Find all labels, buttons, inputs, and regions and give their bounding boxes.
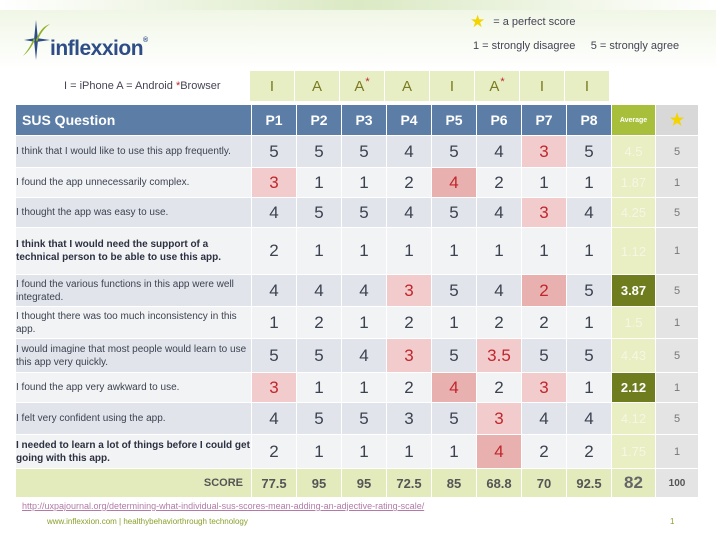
participant-header-p4: P4 <box>387 105 431 135</box>
response-cell-p4: 2 <box>387 168 431 197</box>
device-cell-p5: I <box>430 71 474 101</box>
response-cell-p5: 1 <box>432 228 476 274</box>
top-gradient-strip <box>0 0 716 10</box>
response-cell-p2: 5 <box>297 403 341 434</box>
question-column-header: SUS Question <box>16 105 251 135</box>
response-cell-p7: 2 <box>522 307 566 338</box>
perfect-score-total-cell: 100 <box>656 469 698 497</box>
score-cell-p2: 95 <box>297 469 341 497</box>
average-cell: 1.12 <box>612 228 655 274</box>
score-cell-p6: 68.8 <box>477 469 521 497</box>
perfect-score-cell: 1 <box>656 307 698 338</box>
device-cell-p6: A * <box>475 71 519 101</box>
device-cell-p7: I <box>520 71 564 101</box>
scale-legend: 1 = strongly disagree 5 = strongly agree <box>473 40 680 52</box>
response-cell-p1: 3 <box>252 168 296 197</box>
table-row <box>16 373 698 402</box>
score-cell-p1: 77.5 <box>252 469 296 497</box>
table-row <box>16 403 698 434</box>
response-cell-p3: 5 <box>342 136 386 167</box>
response-cell-p4: 4 <box>387 136 431 167</box>
score-cell-p8: 92.5 <box>567 469 611 497</box>
score-cell-p7: 70 <box>522 469 566 497</box>
average-column-header: Average <box>612 105 655 135</box>
page-number: 1 <box>670 517 675 526</box>
response-cell-p2: 4 <box>297 275 341 306</box>
score-row <box>16 469 698 497</box>
perfect-score-cell: 5 <box>656 198 698 227</box>
response-cell-p5: 4 <box>432 168 476 197</box>
response-cell-p3: 1 <box>342 168 386 197</box>
device-cell-p2: A <box>295 71 339 101</box>
response-cell-p1: 4 <box>252 198 296 227</box>
response-cell-p6: 4 <box>477 136 521 167</box>
sus-question-text: I thought the app was easy to use. <box>16 198 251 227</box>
device-cell-p3: A * <box>340 71 384 101</box>
response-cell-p8: 5 <box>567 339 611 372</box>
score-label: SCORE <box>16 469 251 497</box>
average-cell: 4.5 <box>612 136 655 167</box>
sus-question-text: I felt very confident using the app. <box>16 403 251 434</box>
sus-question-text: I think that I would like to use this app frequently. <box>16 136 251 167</box>
table-row <box>16 228 698 274</box>
response-cell-p1: 2 <box>252 228 296 274</box>
response-cell-p7: 2 <box>522 275 566 306</box>
response-cell-p5: 5 <box>432 339 476 372</box>
response-cell-p5: 1 <box>432 307 476 338</box>
perfect-score-star-icon: ★ <box>656 105 698 135</box>
response-cell-p4: 3 <box>387 403 431 434</box>
table-row <box>16 168 698 197</box>
response-cell-p2: 5 <box>297 136 341 167</box>
device-cell-p1: I <box>250 71 294 101</box>
score-cell-p5: 85 <box>432 469 476 497</box>
response-cell-p7: 3 <box>522 136 566 167</box>
average-cell: 1.87 <box>612 168 655 197</box>
response-cell-p7: 3 <box>522 373 566 402</box>
sus-question-text: I needed to learn a lot of things before I could get going with this app. <box>16 435 251 468</box>
average-cell: 4.43 <box>612 339 655 372</box>
response-cell-p1: 1 <box>252 307 296 338</box>
sus-question-text: I found the various functions in this app were well integrated. <box>16 275 251 306</box>
response-cell-p2: 1 <box>297 373 341 402</box>
device-cell-p8: I <box>565 71 609 101</box>
response-cell-p6: 2 <box>477 373 521 402</box>
perfect-score-cell: 1 <box>656 373 698 402</box>
sus-results-table <box>15 104 699 498</box>
table-row <box>16 339 698 372</box>
response-cell-p7: 1 <box>522 228 566 274</box>
response-cell-p4: 1 <box>387 435 431 468</box>
device-legend: I = iPhone A = Android *Browser <box>64 80 221 92</box>
participant-header-p7: P7 <box>522 105 566 135</box>
response-cell-p4: 3 <box>387 275 431 306</box>
response-cell-p2: 1 <box>297 168 341 197</box>
response-cell-p3: 1 <box>342 435 386 468</box>
perfect-score-cell: 5 <box>656 136 698 167</box>
response-cell-p4: 3 <box>387 339 431 372</box>
response-cell-p5: 5 <box>432 198 476 227</box>
response-cell-p8: 4 <box>567 198 611 227</box>
response-cell-p3: 4 <box>342 275 386 306</box>
brand-name: inflexxion® <box>50 37 148 60</box>
average-cell: 1.75 <box>612 435 655 468</box>
perfect-score-legend <box>470 13 576 30</box>
source-link[interactable]: http://uxpajournal.org/determining-what-individual-sus-scores-mean-adding-an-adjective-rating-scale/ <box>22 501 425 511</box>
footer-text: www.inflexxion.com | healthybehaviorthrough technology <box>47 517 248 526</box>
average-cell: 4.12 <box>612 403 655 434</box>
sus-question-text: I thought there was too much inconsistency in this app. <box>16 307 251 338</box>
response-cell-p1: 4 <box>252 403 296 434</box>
average-cell: 3.87 <box>612 275 655 306</box>
perfect-score-text: = a perfect score <box>493 15 576 28</box>
average-cell: 4.25 <box>612 198 655 227</box>
response-cell-p8: 2 <box>567 435 611 468</box>
logo-mark-icon <box>22 18 52 62</box>
response-cell-p6: 1 <box>477 228 521 274</box>
response-cell-p4: 2 <box>387 307 431 338</box>
response-cell-p4: 1 <box>387 228 431 274</box>
response-cell-p2: 1 <box>297 228 341 274</box>
response-cell-p7: 5 <box>522 339 566 372</box>
response-cell-p3: 4 <box>342 339 386 372</box>
response-cell-p8: 1 <box>567 228 611 274</box>
sus-question-text: I would imagine that most people would learn to use this app very quickly. <box>16 339 251 372</box>
table-row <box>16 136 698 167</box>
device-type-row <box>250 71 610 101</box>
response-cell-p4: 4 <box>387 198 431 227</box>
response-cell-p8: 1 <box>567 307 611 338</box>
sus-question-text: I found the app very awkward to use. <box>16 373 251 402</box>
perfect-score-cell: 1 <box>656 168 698 197</box>
perfect-score-cell: 1 <box>656 228 698 274</box>
participant-header-p3: P3 <box>342 105 386 135</box>
response-cell-p2: 5 <box>297 339 341 372</box>
table-row <box>16 435 698 468</box>
average-score-cell: 82 <box>612 469 655 497</box>
inflexxion-logo <box>22 18 162 62</box>
response-cell-p3: 5 <box>342 403 386 434</box>
perfect-score-cell: 5 <box>656 339 698 372</box>
response-cell-p2: 2 <box>297 307 341 338</box>
response-cell-p8: 1 <box>567 168 611 197</box>
response-cell-p6: 2 <box>477 307 521 338</box>
response-cell-p5: 4 <box>432 373 476 402</box>
response-cell-p6: 2 <box>477 168 521 197</box>
response-cell-p6: 4 <box>477 275 521 306</box>
response-cell-p6: 4 <box>477 435 521 468</box>
response-cell-p3: 1 <box>342 228 386 274</box>
sus-question-text: I found the app unnecessarily complex. <box>16 168 251 197</box>
perfect-score-cell: 1 <box>656 435 698 468</box>
average-cell: 1.5 <box>612 307 655 338</box>
device-cell-p4: A <box>385 71 429 101</box>
average-cell: 2.12 <box>612 373 655 402</box>
response-cell-p7: 1 <box>522 168 566 197</box>
response-cell-p6: 3 <box>477 403 521 434</box>
response-cell-p7: 2 <box>522 435 566 468</box>
response-cell-p5: 5 <box>432 403 476 434</box>
response-cell-p8: 4 <box>567 403 611 434</box>
response-cell-p3: 1 <box>342 373 386 402</box>
response-cell-p4: 2 <box>387 373 431 402</box>
score-cell-p3: 95 <box>342 469 386 497</box>
response-cell-p1: 4 <box>252 275 296 306</box>
star-icon: ★ <box>470 12 486 31</box>
participant-header-p8: P8 <box>567 105 611 135</box>
response-cell-p6: 4 <box>477 198 521 227</box>
response-cell-p1: 3 <box>252 373 296 402</box>
response-cell-p5: 5 <box>432 136 476 167</box>
response-cell-p8: 5 <box>567 136 611 167</box>
response-cell-p8: 5 <box>567 275 611 306</box>
response-cell-p7: 3 <box>522 198 566 227</box>
score-cell-p4: 72.5 <box>387 469 431 497</box>
participant-header-p5: P5 <box>432 105 476 135</box>
participant-header-p6: P6 <box>477 105 521 135</box>
participant-header-p2: P2 <box>297 105 341 135</box>
response-cell-p1: 2 <box>252 435 296 468</box>
response-cell-p3: 5 <box>342 198 386 227</box>
participant-header-p1: P1 <box>252 105 296 135</box>
sus-question-text: I think that I would need the support of a technical person to be able to use this app. <box>16 228 251 274</box>
table-row <box>16 275 698 306</box>
response-cell-p1: 5 <box>252 339 296 372</box>
response-cell-p2: 5 <box>297 198 341 227</box>
response-cell-p2: 1 <box>297 435 341 468</box>
response-cell-p3: 1 <box>342 307 386 338</box>
table-row <box>16 198 698 227</box>
response-cell-p6: 3.5 <box>477 339 521 372</box>
table-row <box>16 307 698 338</box>
response-cell-p5: 1 <box>432 435 476 468</box>
response-cell-p1: 5 <box>252 136 296 167</box>
response-cell-p8: 1 <box>567 373 611 402</box>
perfect-score-cell: 5 <box>656 275 698 306</box>
response-cell-p7: 4 <box>522 403 566 434</box>
perfect-score-cell: 5 <box>656 403 698 434</box>
response-cell-p5: 5 <box>432 275 476 306</box>
